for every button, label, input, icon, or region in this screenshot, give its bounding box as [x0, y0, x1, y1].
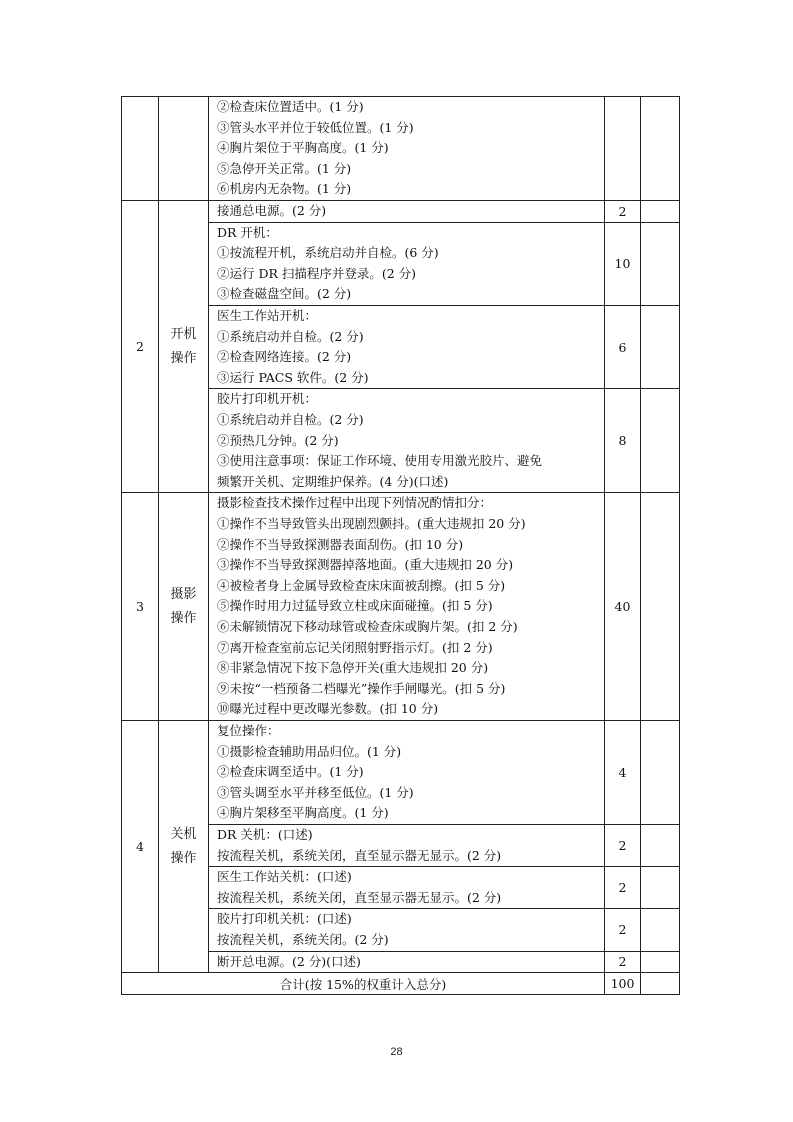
item-content	[209, 493, 605, 721]
item-line: ⑨未按“一档预备二档曝光”操作手闸曝光。(扣 5 分)	[217, 680, 506, 696]
item-line: ④胸片架移至平胸高度。(1 分)	[217, 805, 389, 821]
item-score: 2	[605, 909, 641, 951]
item-score: 40	[605, 493, 641, 721]
item-line: ④胸片架位于平胸高度。(1 分)	[217, 140, 389, 156]
item-line: ③管头水平并位于较低位置。(1 分)	[217, 119, 414, 135]
scoring-table-body	[122, 97, 680, 995]
item-line: 按流程关机，系统关闭。(2 分)	[217, 931, 389, 947]
item-line: ⑧非紧急情况下按下急停开关(重大违规扣 20 分)	[217, 660, 489, 676]
score-blank	[641, 824, 680, 866]
item-content	[209, 909, 605, 951]
table-row	[122, 97, 680, 201]
item-line: ⑦离开检查室前忘记关闭照射野指示灯。(扣 2 分)	[217, 639, 493, 655]
section-category	[159, 97, 209, 201]
section-category	[159, 720, 209, 972]
table-row	[122, 720, 680, 824]
item-line: ①系统启动并自检。(2 分)	[217, 328, 364, 344]
section-category	[159, 201, 209, 493]
item-score	[605, 97, 641, 201]
item-score: 4	[605, 720, 641, 824]
item-line: 断开总电源。(2 分)(口述)	[217, 953, 361, 969]
total-row	[122, 973, 680, 995]
score-blank	[641, 97, 680, 201]
item-line: DR 关机：(口述)	[217, 826, 313, 842]
item-line: ④被检者身上金属导致检查床床面被刮擦。(扣 5 分)	[217, 577, 506, 593]
item-line: 按流程关机，系统关闭，直至显示器无显示。(2 分)	[217, 847, 502, 863]
category-label: 关机	[170, 826, 197, 842]
item-line: 医生工作站开机：	[217, 307, 318, 323]
item-line: ③检查磁盘空间。(2 分)	[217, 286, 352, 302]
score-blank	[641, 909, 680, 951]
item-score: 2	[605, 201, 641, 223]
score-blank	[641, 201, 680, 223]
item-line: ②预热几分钟。(2 分)	[217, 432, 339, 448]
item-score: 8	[605, 389, 641, 493]
score-blank	[641, 493, 680, 721]
item-content	[209, 867, 605, 909]
item-line: ①操作不当导致管头出现剧烈颤抖。(重大违规扣 20 分)	[217, 516, 526, 531]
item-line: ⑤操作时用力过猛导致立柱或床面碰撞。(扣 5 分)	[217, 598, 493, 614]
item-line: ⑥未解锁情况下移动球管或检查床或胸片架。(扣 2 分)	[217, 618, 518, 634]
item-line: ③操作不当导致探测器掉落地面。(重大违规扣 20 分)	[217, 557, 514, 573]
section-category	[159, 493, 209, 721]
category-label: 操作	[170, 350, 197, 366]
item-score: 10	[605, 222, 641, 305]
score-blank	[641, 867, 680, 909]
item-line: DR 开机：	[217, 224, 278, 240]
item-line: ③管头调至水平并移至低位。(1 分)	[217, 784, 414, 800]
item-line: ②检查床调至适中。(1 分)	[217, 764, 364, 780]
score-blank	[641, 951, 680, 973]
item-line: ⑥机房内无杂物。(1 分)	[217, 181, 352, 197]
item-content	[209, 222, 605, 305]
scoring-table	[121, 96, 680, 995]
item-line: ⑤急停开关正常。(1 分)	[217, 160, 352, 176]
item-content	[209, 951, 605, 973]
item-line: 胶片打印机关机：(口述)	[217, 911, 352, 927]
total-label: 合计(按 15%的权重计入总分)	[122, 973, 605, 995]
section-number: 4	[122, 720, 159, 972]
score-blank	[641, 222, 680, 305]
item-line: 胶片打印机开机：	[217, 391, 318, 407]
item-line: 按流程关机，系统关闭，直至显示器无显示。(2 分)	[217, 889, 502, 905]
category-label: 开机	[170, 326, 197, 342]
item-content	[209, 720, 605, 824]
item-line: 医生工作站关机：(口述)	[217, 869, 352, 885]
score-blank	[641, 973, 680, 995]
section-number	[122, 97, 159, 201]
score-blank	[641, 389, 680, 493]
item-line: 复位操作：	[217, 722, 280, 738]
section-number: 2	[122, 201, 159, 493]
item-line: ②操作不当导致探测器表面刮伤。(扣 10 分)	[217, 536, 464, 552]
item-line: ③使用注意事项：保证工作环境、使用专用激光胶片、避免	[217, 453, 543, 469]
category-label: 操作	[170, 610, 197, 626]
item-line: ③运行 PACS 软件。(2 分)	[217, 369, 369, 385]
category-label: 操作	[170, 850, 197, 866]
item-content	[209, 389, 605, 493]
item-line: ①摄影检查辅助用品归位。(1 分)	[217, 743, 402, 759]
score-blank	[641, 720, 680, 824]
item-score: 2	[605, 867, 641, 909]
page-number: 28	[390, 1046, 403, 1058]
item-content	[209, 97, 605, 201]
table-row	[122, 493, 680, 721]
item-content	[209, 201, 605, 223]
item-content	[209, 305, 605, 388]
item-score: 2	[605, 824, 641, 866]
item-line: 频繁开关机、定期维护保养。(4 分)(口述)	[217, 473, 449, 489]
item-line: ②检查网络连接。(2 分)	[217, 349, 352, 365]
item-line: ①按流程开机，系统启动并自检。(6 分)	[217, 245, 439, 261]
item-line: 摄影检查技术操作过程中出现下列情况酌情扣分：	[217, 495, 493, 511]
total-score: 100	[605, 973, 641, 995]
section-number: 3	[122, 493, 159, 721]
item-line: ①系统启动并自检。(2 分)	[217, 411, 364, 427]
score-blank	[641, 305, 680, 388]
item-line: ⑩曝光过程中更改曝光参数。(扣 10 分)	[217, 701, 439, 717]
item-line: ②运行 DR 扫描程序并登录。(2 分)	[217, 265, 417, 281]
category-label: 摄影	[170, 586, 197, 602]
item-line: ②检查床位置适中。(1 分)	[217, 99, 364, 115]
item-line: 接通总电源。(2 分)	[217, 203, 327, 218]
item-score: 2	[605, 951, 641, 973]
table-row	[122, 201, 680, 223]
item-content	[209, 824, 605, 866]
item-score: 6	[605, 305, 641, 388]
